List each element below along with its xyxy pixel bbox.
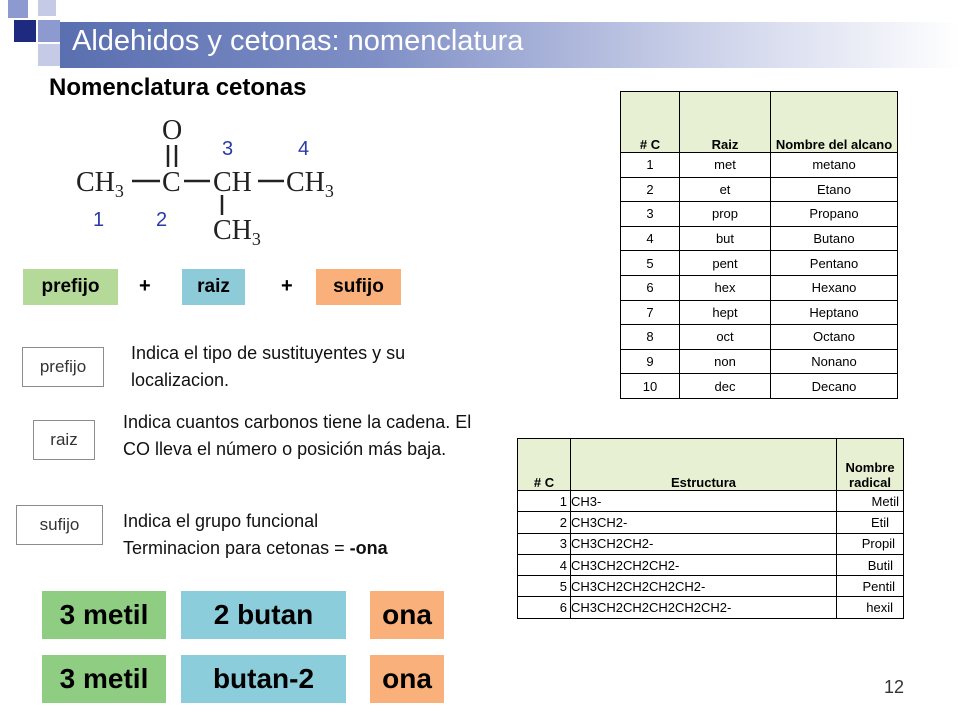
example-1-prefix: 3 metil [42, 591, 166, 639]
table-row: 2 et Etano [621, 177, 898, 202]
section-subtitle: Nomenclatura cetonas [49, 74, 307, 101]
carbon-number-1: 1 [93, 209, 105, 231]
example-2-root: butan-2 [181, 655, 346, 703]
col-header: Estructura [571, 439, 837, 491]
col-header: Nombre radical [837, 439, 904, 491]
decor-square [38, 20, 60, 42]
example-1-suffix: ona [370, 591, 444, 639]
atom-ch3-bottom: $CH_3$ [213, 215, 261, 249]
raiz-box: raiz [182, 269, 245, 305]
radical-table [517, 438, 904, 619]
sufijo-description [123, 508, 493, 562]
raiz-description: Indica cuantos carbonos tiene la cadena. El CO lleva el número o posición más baja. [123, 412, 472, 459]
table-row: 7 hept Heptano [621, 300, 898, 325]
prefijo-description: Indica el tipo de sustituyentes y su localizacion. [131, 343, 406, 390]
example-1-root: 2 butan [181, 591, 346, 639]
slide-title: Aldehidos y cetonas: nomenclatura [72, 25, 524, 57]
raiz-term-box: raiz [33, 420, 95, 460]
col-header: Raiz [680, 92, 771, 153]
ketone-structure [70, 115, 360, 255]
table-row: 1 CH3- Metil [518, 491, 904, 512]
table-row: 2 CH3CH2- Etil [518, 512, 904, 533]
table-row: 9 non Nonano [621, 349, 898, 374]
carbon-number-4: 4 [298, 138, 310, 160]
decor-square [38, 44, 60, 66]
decor-square [38, 0, 56, 16]
table-row: 4 CH3CH2CH2CH2- Butil [518, 554, 904, 575]
prefijo-term-box: prefijo [22, 347, 104, 387]
plus-sign: + [139, 275, 151, 297]
atom-ch-center: CH [213, 167, 252, 198]
plus-sign: + [281, 275, 293, 297]
atom-carbonyl-c: C [162, 167, 181, 198]
atom-oxygen: O [162, 115, 183, 146]
atom-ch3-left: $CH_3$ [76, 167, 124, 201]
col-header: # C [518, 439, 571, 491]
sufijo-term-box: sufijo [16, 505, 103, 545]
col-header: # C [621, 92, 680, 153]
table-header-row [621, 92, 898, 153]
carbon-number-2: 2 [156, 209, 168, 231]
table-row: 8 oct Octano [621, 325, 898, 350]
table-row: 5 pent Pentano [621, 251, 898, 276]
table-header-row [518, 439, 904, 491]
table-row: 3 CH3CH2CH2- Propil [518, 533, 904, 554]
atom-ch3-right: $CH_3$ [286, 167, 334, 201]
carbon-number-3: 3 [222, 138, 234, 160]
decor-square [8, 0, 28, 18]
sufijo-box: sufijo [316, 269, 401, 305]
prefijo-box: prefijo [23, 269, 118, 305]
table-row: 1 met metano [621, 153, 898, 178]
table-row: 4 but Butano [621, 226, 898, 251]
table-row: 3 prop Propano [621, 202, 898, 227]
alkane-table [620, 91, 898, 399]
sufijo-description-line1: Indica el grupo funcional [123, 511, 319, 531]
example-2-prefix: 3 metil [42, 655, 166, 703]
sufijo-description-line2: Terminacion para cetonas = -ona [123, 538, 388, 558]
example-2-suffix: ona [370, 655, 444, 703]
decor-square [14, 20, 36, 42]
table-row: 5 CH3CH2CH2CH2CH2- Pentil [518, 576, 904, 597]
table-row: 6 CH3CH2CH2CH2CH2CH2- hexil [518, 597, 904, 618]
table-row: 6 hex Hexano [621, 275, 898, 300]
col-header: Nombre del alcano [771, 92, 898, 153]
table-row: 10 dec Decano [621, 374, 898, 399]
page-number: 12 [884, 677, 905, 697]
